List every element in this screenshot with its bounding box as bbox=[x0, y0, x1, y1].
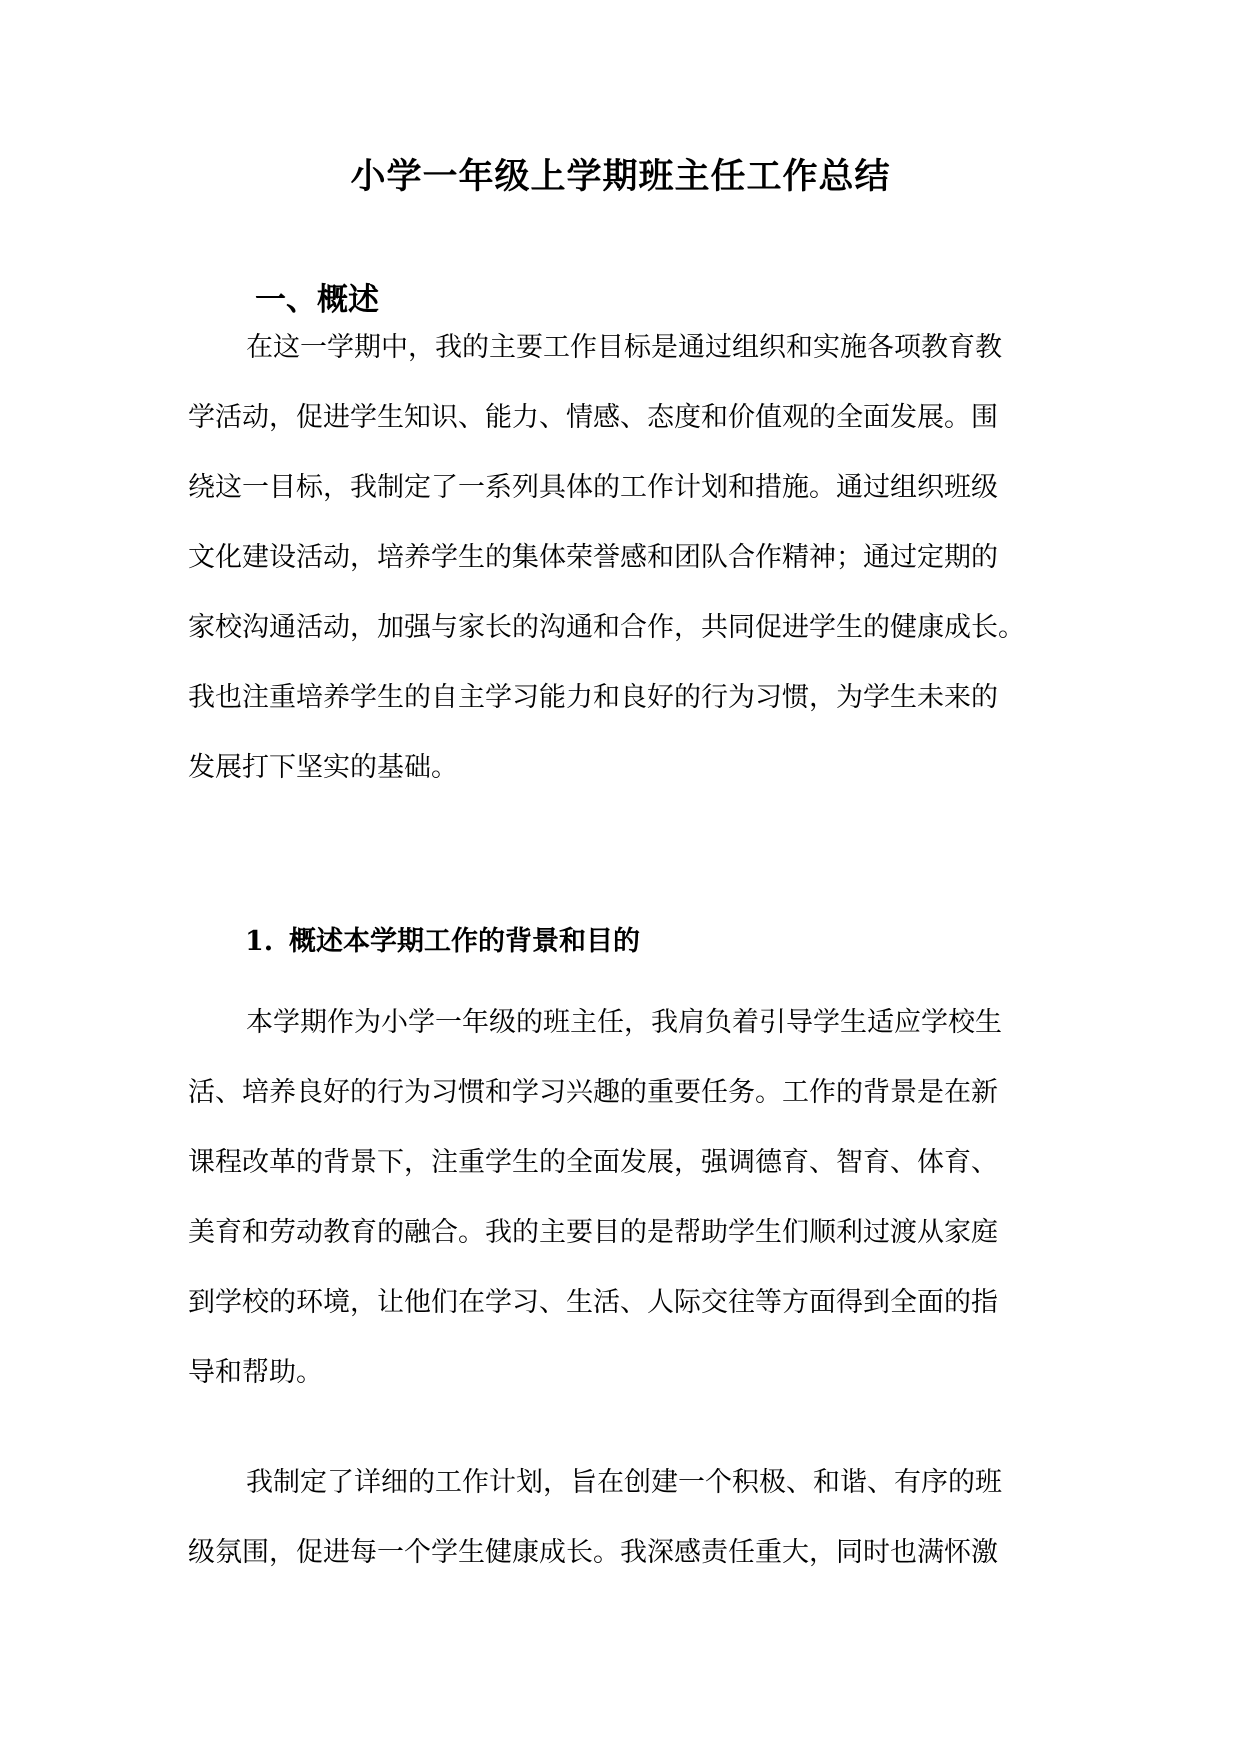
subsection-title: 概述本学期工作的背景和目的 bbox=[289, 926, 640, 957]
background-paragraph bbox=[188, 988, 1068, 1408]
paragraph-line: 本学期作为小学一年级的班主任，我肩负着引导学生适应学校生 bbox=[246, 1007, 1002, 1038]
paragraph-line: 发展打下坚实的基础。 bbox=[188, 752, 458, 783]
paragraph-line: 绕这一目标，我制定了一系列具体的工作计划和措施。通过组织班级 bbox=[188, 472, 998, 503]
document-title: 小学一年级上学期班主任工作总结 bbox=[350, 156, 891, 197]
paragraph-line: 我也注重培养学生的自主学习能力和良好的行为习惯，为学生未来的 bbox=[188, 682, 998, 713]
paragraph-line: 级氛围，促进每一个学生健康成长。我深感责任重大，同时也满怀激 bbox=[188, 1537, 998, 1568]
paragraph-line: 学活动，促进学生知识、能力、情感、态度和价值观的全面发展。围 bbox=[188, 402, 998, 433]
plan-paragraph bbox=[188, 1448, 1068, 1588]
subsection-number: 1. bbox=[245, 926, 274, 957]
paragraph-line: 在这一学期中，我的主要工作目标是通过组织和实施各项教育教 bbox=[246, 332, 1002, 363]
paragraph-line: 我制定了详细的工作计划，旨在创建一个积极、和谐、有序的班 bbox=[246, 1467, 1002, 1498]
paragraph-line: 导和帮助。 bbox=[188, 1357, 323, 1388]
overview-paragraph bbox=[188, 313, 1068, 803]
subsection-heading-background bbox=[245, 922, 640, 962]
paragraph-line: 活、培养良好的行为习惯和学习兴趣的重要任务。工作的背景是在新 bbox=[188, 1077, 998, 1108]
paragraph-line: 文化建设活动，培养学生的集体荣誉感和团队合作精神；通过定期的 bbox=[188, 542, 998, 573]
paragraph-line: 美育和劳动教育的融合。我的主要目的是帮助学生们顺利过渡从家庭 bbox=[188, 1217, 998, 1248]
section-heading-overview: 一、概述 bbox=[255, 282, 379, 318]
paragraph-line: 课程改革的背景下，注重学生的全面发展，强调德育、智育、体育、 bbox=[188, 1147, 998, 1178]
paragraph-line: 家校沟通活动，加强与家长的沟通和合作，共同促进学生的健康成长。 bbox=[188, 612, 1025, 643]
paragraph-line: 到学校的环境，让他们在学习、生活、人际交往等方面得到全面的指 bbox=[188, 1287, 998, 1318]
